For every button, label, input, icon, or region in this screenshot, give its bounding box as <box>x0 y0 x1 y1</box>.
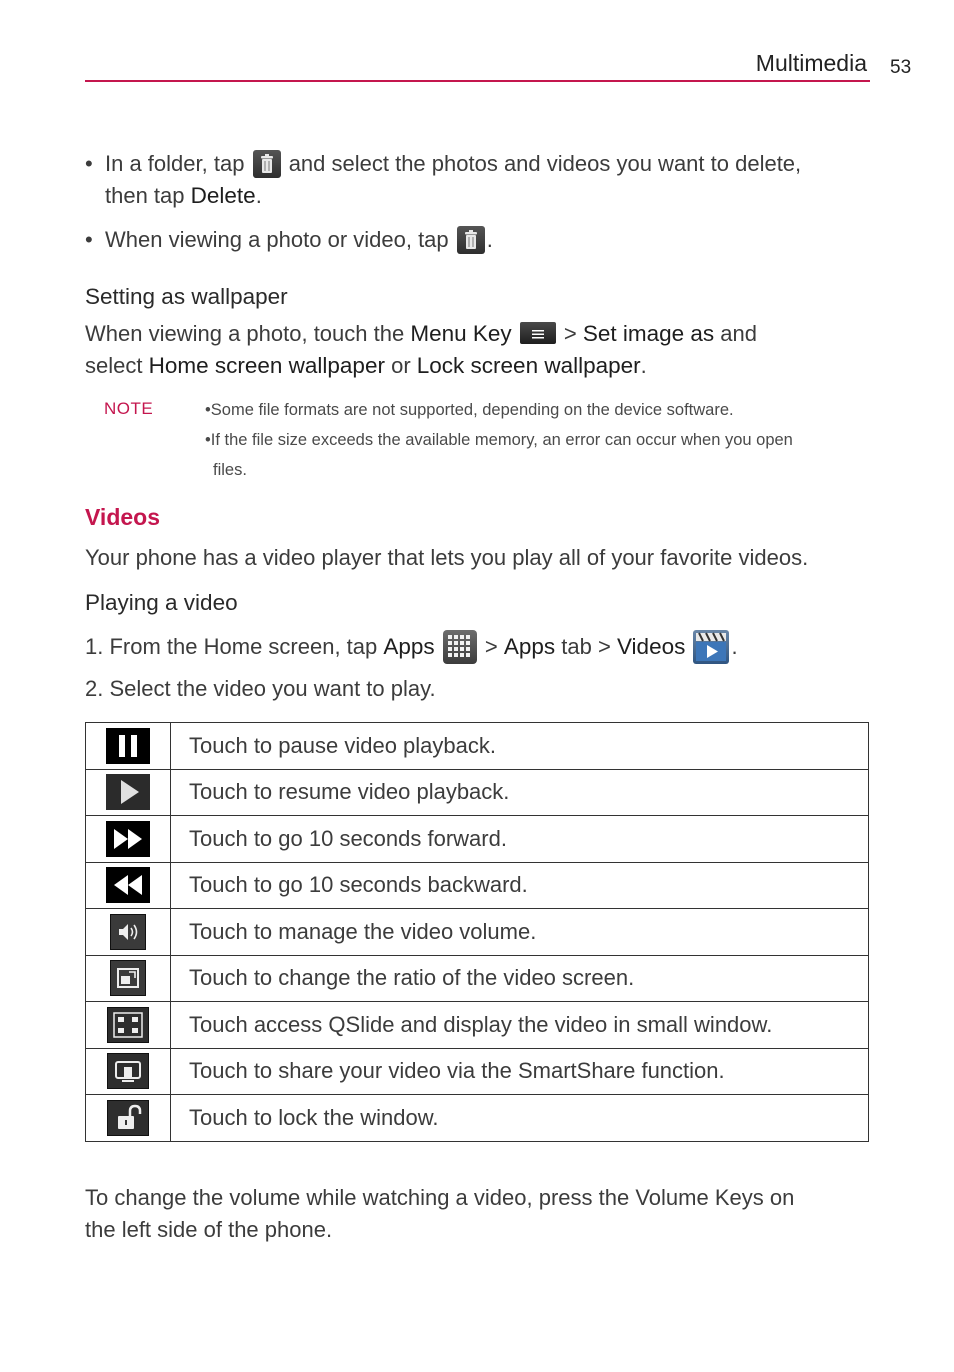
table-cell-description: Touch to manage the video volume. <box>171 909 869 956</box>
apps-term: Apps <box>383 634 435 659</box>
pause-icon <box>106 728 150 764</box>
table-cell-description: Touch to go 10 seconds backward. <box>171 862 869 909</box>
trash-icon <box>253 150 281 178</box>
videos-app-icon <box>693 630 729 664</box>
table-row <box>86 862 869 909</box>
videos-term: Videos <box>616 634 686 659</box>
lock-wallpaper-term: Lock screen wallpaper <box>416 353 641 378</box>
play-icon <box>106 774 150 810</box>
body-text: the left side of the phone. <box>85 1217 333 1242</box>
page-number: 53 <box>890 57 912 78</box>
table-cell-icon <box>86 862 171 909</box>
note-item: •Some file formats are not supported, depending on the device software. <box>205 401 734 419</box>
bullet-delete-viewing <box>85 224 875 258</box>
fast-forward-icon <box>106 821 150 857</box>
table-cell-description: Touch to share your video via the SmartShare function. <box>171 1048 869 1095</box>
note-item: •If the file size exceeds the available memory, an error can occur when you open <box>205 431 793 449</box>
table-row <box>86 909 869 956</box>
trash-icon <box>457 226 485 254</box>
table-row <box>86 1095 869 1142</box>
lock-icon <box>107 1100 149 1136</box>
table-cell-description: Touch to lock the window. <box>171 1095 869 1142</box>
apps-grid-icon <box>443 630 477 664</box>
ratio-icon <box>110 960 146 996</box>
table-cell-icon <box>86 955 171 1002</box>
table-cell-description: Touch to resume video playback. <box>171 769 869 816</box>
delete-term: Delete <box>190 183 256 208</box>
table-cell-description: Touch access QSlide and display the video in small window. <box>171 1002 869 1049</box>
step-1 <box>85 630 885 664</box>
bullet-dot: • <box>85 151 93 176</box>
bullet-text: In a folder, tap <box>105 151 245 176</box>
note-label: NOTE <box>104 399 154 418</box>
table-cell-description: Touch to go 10 seconds forward. <box>171 816 869 863</box>
videos-intro: Your phone has a video player that lets you play all of your favorite videos. <box>85 545 809 570</box>
qslide-icon <box>107 1007 149 1043</box>
table-cell-description: Touch to pause video playback. <box>171 723 869 770</box>
table-row <box>86 1002 869 1049</box>
volume-icon <box>110 914 146 950</box>
videos-heading: Videos <box>85 504 160 530</box>
rewind-icon <box>106 867 150 903</box>
punctuation: . <box>640 353 647 378</box>
body-text: tab > <box>555 634 617 659</box>
table-cell-icon <box>86 1095 171 1142</box>
step-number: 1. <box>85 634 104 659</box>
table-cell-icon <box>86 1048 171 1095</box>
punctuation: . <box>255 183 262 208</box>
bullet-text: and select the photos and videos you want to delete, <box>288 151 802 176</box>
bullet-text: When viewing a photo or video, tap <box>105 227 449 252</box>
video-controls-table <box>85 722 869 1142</box>
home-wallpaper-term: Home screen wallpaper <box>148 353 385 378</box>
apps-tab-term: Apps <box>503 634 556 659</box>
separator: > <box>478 634 504 659</box>
separator: > <box>557 321 583 346</box>
table-cell-icon <box>86 816 171 863</box>
punctuation: . <box>731 634 738 659</box>
wallpaper-heading: Setting as wallpaper <box>85 284 288 309</box>
body-text: or <box>384 353 417 378</box>
body-text: When viewing a photo, touch the <box>85 321 411 346</box>
table-row <box>86 769 869 816</box>
table-row <box>86 955 869 1002</box>
menu-key-term: Menu Key <box>410 321 512 346</box>
body-text: To change the volume while watching a video, press the Volume Keys on <box>85 1185 795 1210</box>
playing-video-heading: Playing a video <box>85 590 238 615</box>
section-title: Multimedia <box>755 50 867 76</box>
header-rule <box>85 80 870 82</box>
bullet-text: then tap <box>105 183 191 208</box>
table-cell-icon <box>86 1002 171 1049</box>
note-item: files. <box>213 461 247 479</box>
punctuation: . <box>486 227 493 252</box>
table-row <box>86 723 869 770</box>
bullet-delete-folder <box>85 148 875 212</box>
body-text: From the Home screen, tap <box>109 634 384 659</box>
volume-keys-paragraph <box>85 1182 885 1246</box>
body-text: select <box>85 353 149 378</box>
menu-key-icon <box>520 322 556 344</box>
table-cell-icon <box>86 909 171 956</box>
step-number: 2. <box>85 676 104 701</box>
step-2 <box>85 673 885 705</box>
body-text: and <box>714 321 757 346</box>
table-cell-description: Touch to change the ratio of the video screen. <box>171 955 869 1002</box>
set-image-as-term: Set image as <box>582 321 715 346</box>
table-row <box>86 816 869 863</box>
wallpaper-instructions <box>85 318 875 382</box>
body-text: Select the video you want to play. <box>109 676 436 701</box>
table-cell-icon <box>86 769 171 816</box>
table-cell-icon <box>86 723 171 770</box>
bullet-dot: • <box>85 227 93 252</box>
smartshare-icon <box>107 1053 149 1089</box>
table-row <box>86 1048 869 1095</box>
